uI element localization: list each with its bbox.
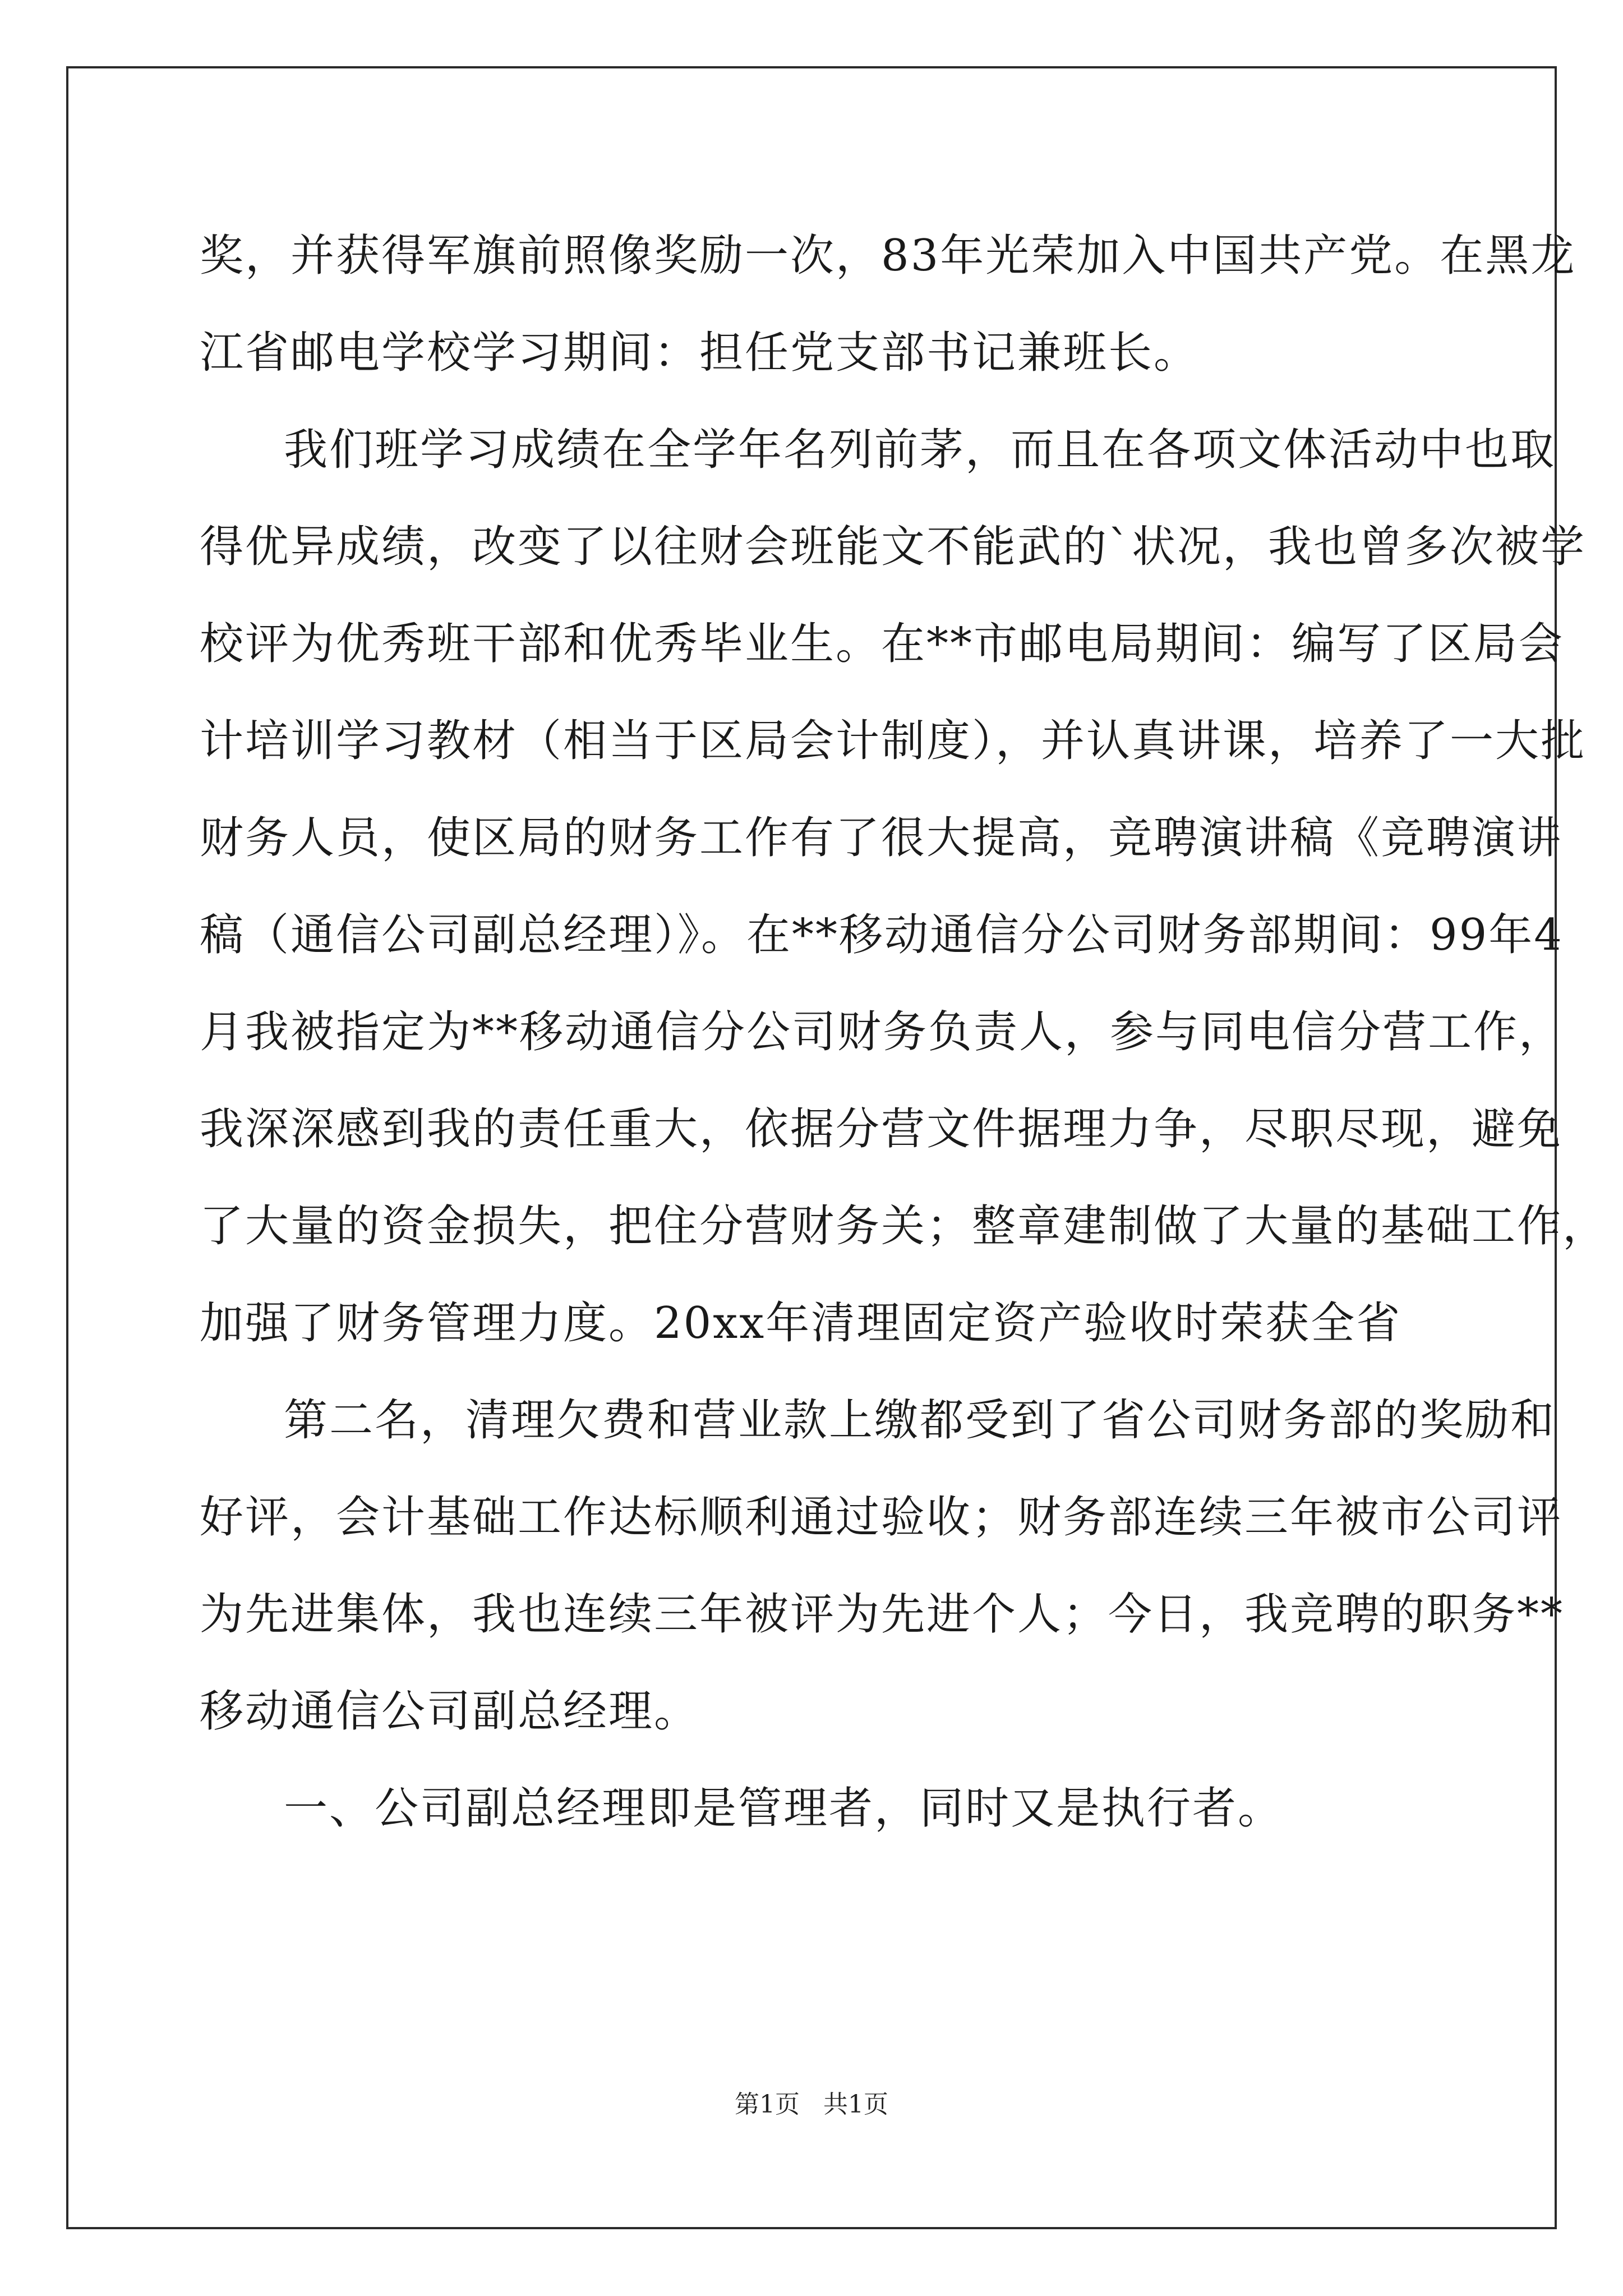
paragraph-start-line: 我们班学习成绩在全学年名列前茅，而且在各项文体活动中也取 [284,425,1556,475]
text-line: 加强了财务管理力度。20xx年清理固定资产验收时荣获全省 [200,1298,1402,1349]
text-line: 奖，并获得军旗前照像奖励一次，83年光荣加入中国共产党。在黑龙 [200,231,1576,281]
text-line: 江省邮电学校学习期间：担任党支部书记兼班长。 [200,328,1200,378]
document-body [200,208,1608,1857]
page-total: 共1页 [823,2090,888,2119]
text-line: 财务人员，使区局的财务工作有了很大提高，竞聘演讲稿《竞聘演讲 [200,813,1563,863]
text-line: 计培训学习教材（相当于区局会计制度），并认真讲课，培养了一大批 [200,716,1587,766]
page-footer [0,2084,1623,2120]
text-line: 好评，会计基础工作达标顺利通过验收；财务部连续三年被市公司评 [200,1492,1563,1543]
text-line: 为先进集体，我也连续三年被评为先进个人；今日，我竞聘的职务** [200,1589,1565,1640]
text-line: 得优异成绩，改变了以往财会班能文不能武的`状况，我也曾多次被学 [200,522,1587,572]
text-line: 校评为优秀班干部和优秀毕业生。在**市邮电局期间：编写了区局会 [200,619,1565,669]
text-line: 月我被指定为**移动通信分公司财务负责人，参与同电信分营工作， [200,1007,1565,1057]
text-line: 移动通信公司副总经理。 [200,1686,700,1737]
text-line: 我深深感到我的责任重大，依据分营文件据理力争，尽职尽现，避免 [200,1104,1563,1154]
paragraph-start-line: 第二名，清理欠费和营业款上缴都受到了省公司财务部的奖励和 [284,1395,1556,1446]
page-number: 第1页 [735,2090,800,2119]
text-line: 稿（通信公司副总经理）》。在**移动通信分公司财务部期间：99年4 [200,910,1564,960]
text-line: 了大量的资金损失，把住分营财务关；整章建制做了大量的基础工作， [200,1201,1608,1251]
paragraph-start-line: 一、公司副总经理即是管理者，同时又是执行者。 [284,1783,1284,1834]
